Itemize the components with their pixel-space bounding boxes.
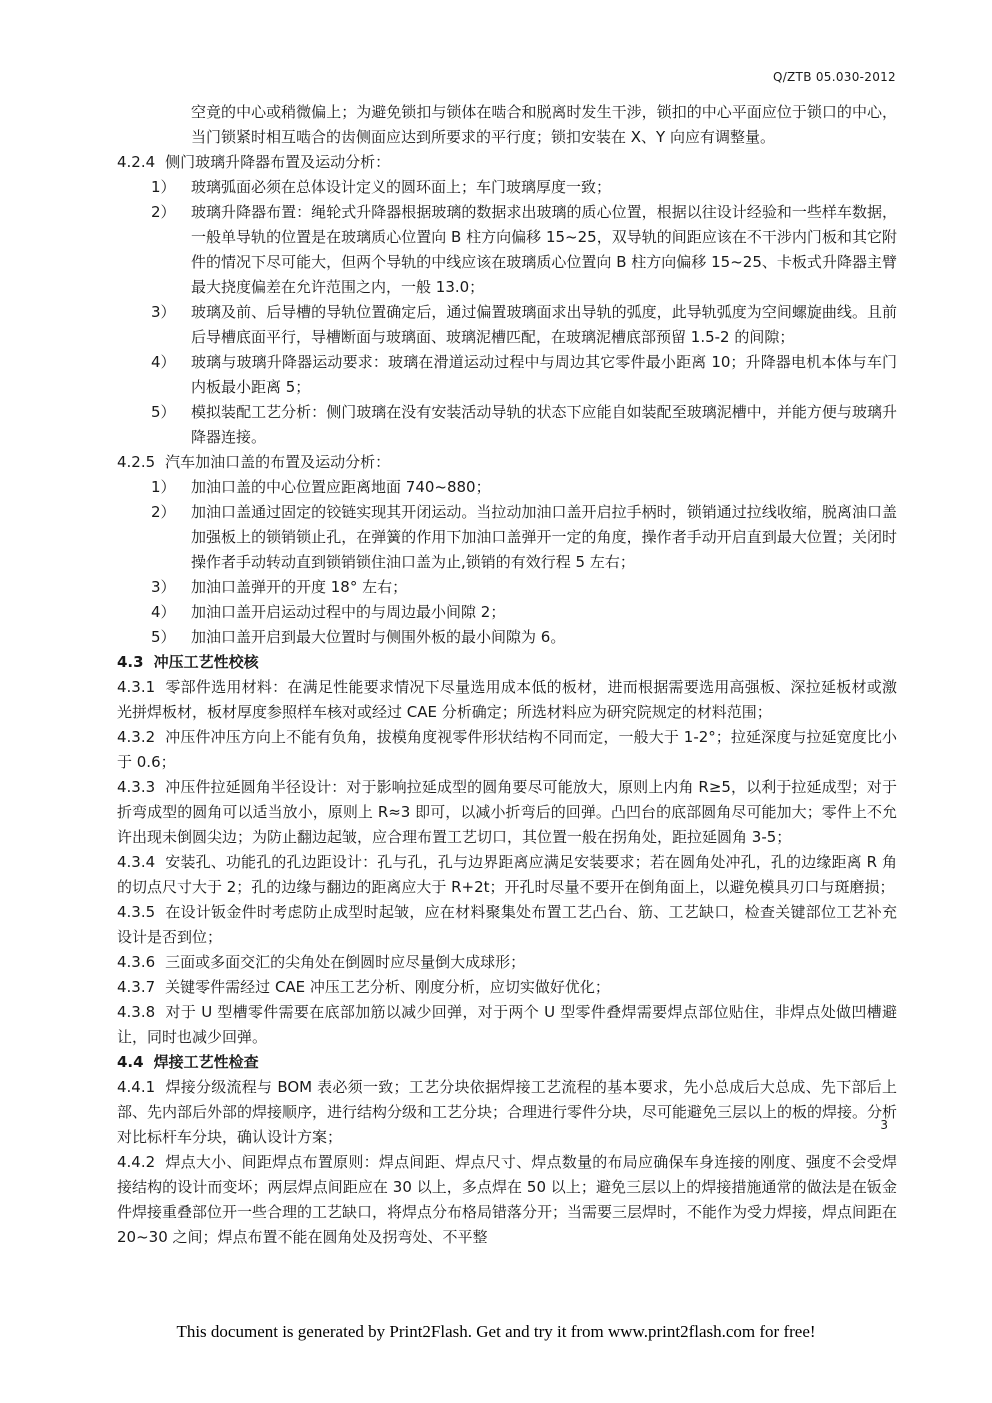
item-number: 3） [151,303,176,321]
item-text: 加油口盖开启到最大位置时与侧围外板的最小间隙为 6。 [191,628,566,646]
section-title: 汽车加油口盖的布置及运动分析： [165,453,391,471]
section-number: 4.4 [117,1053,144,1071]
clause-4-3-8 [117,1000,897,1050]
item-number: 4） [151,353,176,371]
clause-number: 4.3.3 [117,778,156,796]
clause-4-3-1 [117,675,897,725]
item-text: 玻璃升降器布置：绳轮式升降器根据玻璃的数据求出玻璃的质心位置，根据以往设计经验和一些样车数据，一般单导轨的位置是在玻璃质心位置向 B 柱方向偏移 15~25，双导轨的间距应该在不干涉内门板和其它附件的情况下尽可能大，但两个导轨的中线应该在玻璃质心位置向 B 柱方向偏移 15~25、卡板式升降器主臂最大挠度偏差在允许范围之内，一般 13.0； [191,203,897,296]
item-text: 加油口盖弹开的开度 18° 左右； [191,578,408,596]
clause-4-3-3 [117,775,897,850]
clause-4-4-1 [117,1075,897,1150]
clause-text: 冲压件拉延圆角半径设计：对于影响拉延成型的圆角要尽可能放大，原则上内角 R≥5，以利于拉延成型；对于折弯成型的圆角可以适当放小，原则上 R≈3 即可，以减小折弯后的回弹。凸凹台的底部圆角尽可能加大；零件上不允许出现未倒圆尖边；为防止翻边起皱，应合理布置工艺切口，其位置一般在拐角处，距拉延圆角 3-5； [117,778,897,846]
section-title: 冲压工艺性校核 [153,653,259,671]
item-text: 加油口盖通过固定的铰链实现其开闭运动。当拉动加油口盖开启拉手柄时，锁销通过拉线收缩，脱离油口盖加强板上的锁销锁止孔，在弹簧的作用下加油口盖弹开一定的角度，操作者手动开启直到最大位置；关闭时操作者手动转动直到锁销锁住油口盖为止,锁销的有效行程 5 左右； [191,503,897,571]
clause-number: 4.4.1 [117,1078,156,1096]
clause-number: 4.3.8 [117,1003,156,1021]
list-item [117,300,897,350]
section-4-3-heading [117,650,897,675]
clause-text: 三面或多面交汇的尖角处在倒圆时应尽量倒大成球形； [165,953,526,971]
section-4-2-4-heading [117,150,897,175]
page-content [117,100,897,1250]
clause-text: 焊接分级流程与 BOM 表必须一致；工艺分块依据焊接工艺流程的基本要求，先小总成后大总成、先下部后上部、先内部后外部的焊接顺序，进行结构分级和工艺分块；合理进行零件分块，尽可能避免三层以上的板的焊接。分析对比标杆车分块，确认设计方案； [117,1078,898,1146]
clause-4-3-6 [117,950,897,975]
item-number: 4） [151,603,176,621]
clause-4-3-2 [117,725,897,775]
clause-4-3-7 [117,975,897,1000]
list-item [117,200,897,300]
list-item [117,350,897,400]
item-text: 玻璃及前、后导槽的导轨位置确定后，通过偏置玻璃面求出导轨的弧度，此导轨弧度为空间螺旋曲线。且前后导槽底面平行，导槽断面与玻璃面、玻璃泥槽匹配，在玻璃泥槽底部预留 1.5-2 的间隙； [191,303,897,346]
list-item [117,500,897,575]
continued-paragraph: 空竟的中心或稍微偏上；为避免锁扣与锁体在啮合和脱离时发生干涉，锁扣的中心平面应位于锁口的中心，当门锁紧时相互啮合的齿侧面应达到所要求的平行度；锁扣安装在 X、Y 向应有调整量。 [191,103,897,146]
section-number: 4.3 [117,653,144,671]
clause-text: 安装孔、功能孔的孔边距设计：孔与孔，孔与边界距离应满足安装要求；若在圆角处冲孔，孔的边缘距离 R 角的切点尺寸大于 2；孔的边缘与翻边的距离应大于 R+2t；开孔时尽量不要开在倒角面上，以避免模具刃口与斑磨损； [117,853,897,896]
clause-text: 关键零件需经过 CAE 冲压工艺分析、刚度分析，应切实做好优化； [165,978,610,996]
list-item [117,175,897,200]
list-item [117,600,897,625]
clause-number: 4.3.5 [117,903,156,921]
list-item [117,575,897,600]
item-text: 加油口盖开启运动过程中的与周边最小间隙 2； [191,603,506,621]
clause-number: 4.3.6 [117,953,156,971]
item-number: 2） [151,503,176,521]
clause-text: 在设计钣金件时考虑防止成型时起皱，应在材料聚集处布置工艺凸台、筋、工艺缺口，检查关键部位工艺补充设计是否到位； [117,903,897,946]
section-title: 侧门玻璃升降器布置及运动分析： [165,153,391,171]
section-number: 4.2.5 [117,453,156,471]
list-item [117,400,897,450]
item-number: 3） [151,578,176,596]
item-number: 5） [151,403,176,421]
item-number: 1） [151,478,176,496]
print2flash-footer: This document is generated by Print2Flash. Get and try it from www.print2flash.com for free! [176,1322,816,1341]
clause-text: 零部件选用材料：在满足性能要求情况下尽量选用成本低的板材，进而根据需要选用高强板、深拉延板材或激光拼焊板材，板材厚度参照样车核对或经过 CAE 分析确定；所选材料应为研究院规定的材料范围； [117,678,897,721]
clause-number: 4.3.1 [117,678,156,696]
clause-4-3-5 [117,900,897,950]
item-number: 2） [151,203,176,221]
list-item [117,625,897,650]
item-text: 玻璃与玻璃升降器运动要求：玻璃在滑道运动过程中与周边其它零件最小距离 10；升降器电机本体与车门内板最小距离 5； [191,353,897,396]
clause-text: 冲压件冲压方向上不能有负角，拔模角度视零件形状结构不同而定，一般大于 1-2°；拉延深度与拉延宽度比小于 0.6； [117,728,897,771]
clause-number: 4.4.2 [117,1153,156,1171]
clause-4-4-2 [117,1150,897,1250]
section-4-4-heading [117,1050,897,1075]
section-number: 4.2.4 [117,153,156,171]
item-number: 5） [151,628,176,646]
standard-number: Q/ZTB 05.030-2012 [772,70,896,84]
clause-text: 焊点大小、间距焊点布置原则：焊点间距、焊点尺寸、焊点数量的布局应确保车身连接的刚度、强度不会受焊接结构的设计而变坏；两层焊点间距应在 30 以上，多点焊在 50 以上；避免三层以上的焊接措施通常的做法是在钣金件焊接重叠部位开一些合理的工艺缺口，将焊点分布格局错落分开；当需要三层焊时，不能作为受力焊接，焊点间距在 20~30 之间；焊点布置不能在圆角处及拐弯处、不平整 [117,1153,898,1246]
section-4-2-5-heading [117,450,897,475]
item-text: 模拟装配工艺分析：侧门玻璃在没有安装活动导轨的状态下应能自如装配至玻璃泥槽中，并能方便与玻璃升降器连接。 [191,403,897,446]
page-number: 3 [880,1118,888,1132]
clause-4-3-4 [117,850,897,900]
list-item [117,475,897,500]
clause-number: 4.3.2 [117,728,156,746]
item-text: 玻璃弧面必须在总体设计定义的圆环面上；车门玻璃厚度一致； [191,178,612,196]
item-number: 1） [151,178,176,196]
item-text: 加油口盖的中心位置应距离地面 740~880； [191,478,491,496]
clause-number: 4.3.7 [117,978,156,996]
clause-number: 4.3.4 [117,853,156,871]
clause-text: 对于 U 型槽零件需要在底部加筋以减少回弹，对于两个 U 型零件叠焊需要焊点部位贴住，非焊点处做凹槽避让，同时也减少回弹。 [117,1003,897,1046]
section-title: 焊接工艺性检查 [153,1053,259,1071]
